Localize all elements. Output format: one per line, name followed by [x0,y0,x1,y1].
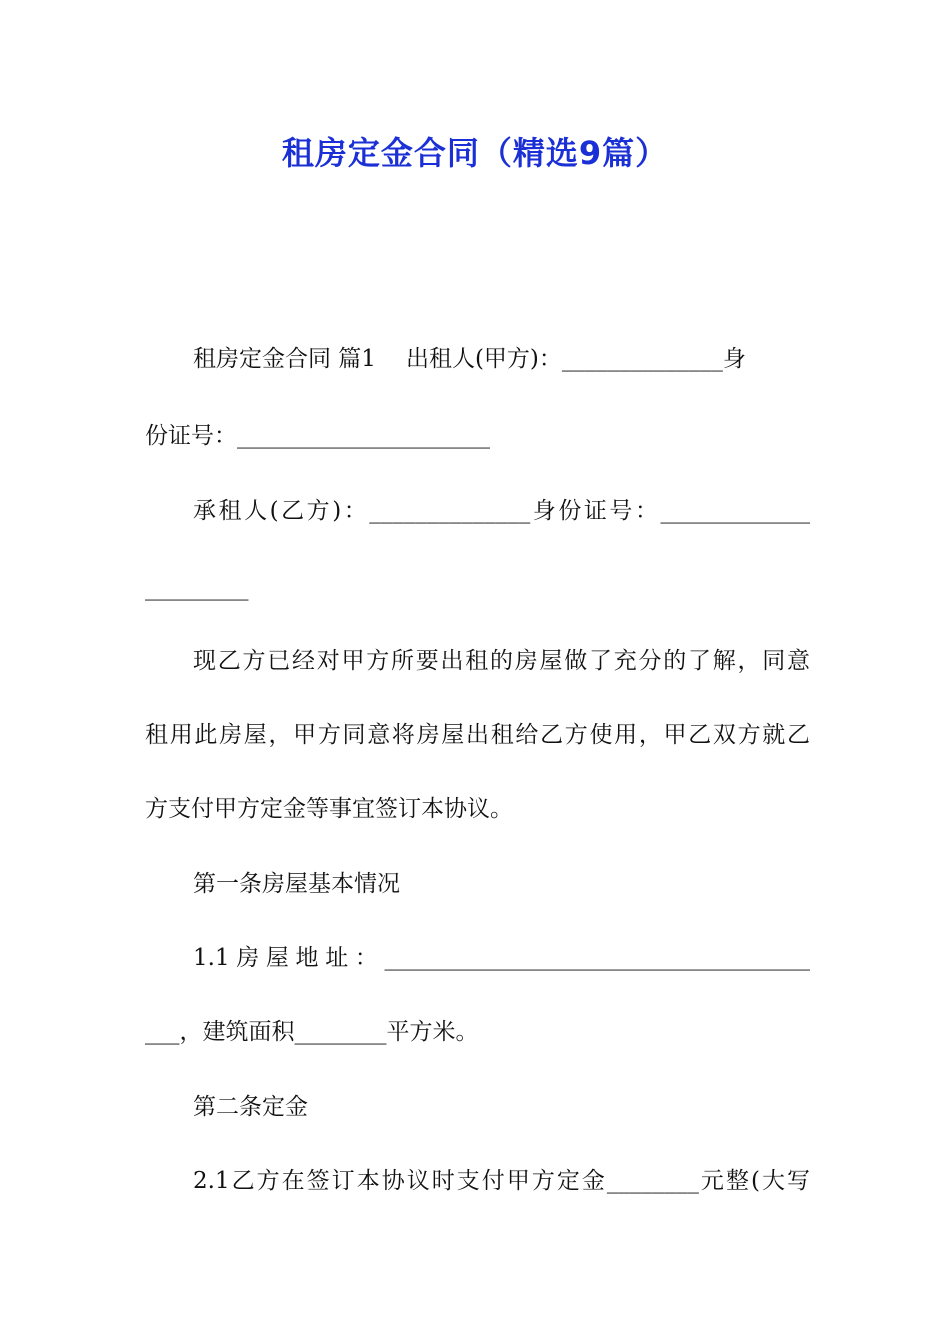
section-heading-part1: 租房定金合同 篇1 [193,346,376,372]
article-2-heading: 第二条定金 [193,1094,308,1120]
document-title: 租房定金合同（精选9篇） [281,134,669,172]
lessee-id-continued: _________ [145,575,249,601]
intro-line-2: 租用此房屋，甲方同意将房屋出租给乙方使用，甲乙双方就乙 [145,722,810,748]
lessor-id-line: 份证号：______________________ [145,423,490,449]
clause-1-1-line: 1.1房屋地址：_____________________________________ [193,945,810,971]
intro-line-1: 现乙方已经对甲方所要出租的房屋做了充分的了解，同意 [193,648,810,674]
article-1-heading: 第一条房屋基本情况 [193,871,400,897]
lessee-line: 承租人(乙方)：______________身份证号：_____________ [193,498,810,524]
clause-2-1-line: 2.1乙方在签订本协议时支付甲方定金________元整(大写 [193,1168,810,1194]
paragraph-lessor-line [145,344,810,374]
clause-1-1-continued: ___，建筑面积________平方米。 [145,1019,479,1045]
intro-line-3: 方支付甲方定金等事宜签订本协议。 [145,796,513,822]
lessor-field: 出租人(甲方)：______________身 [405,346,746,372]
